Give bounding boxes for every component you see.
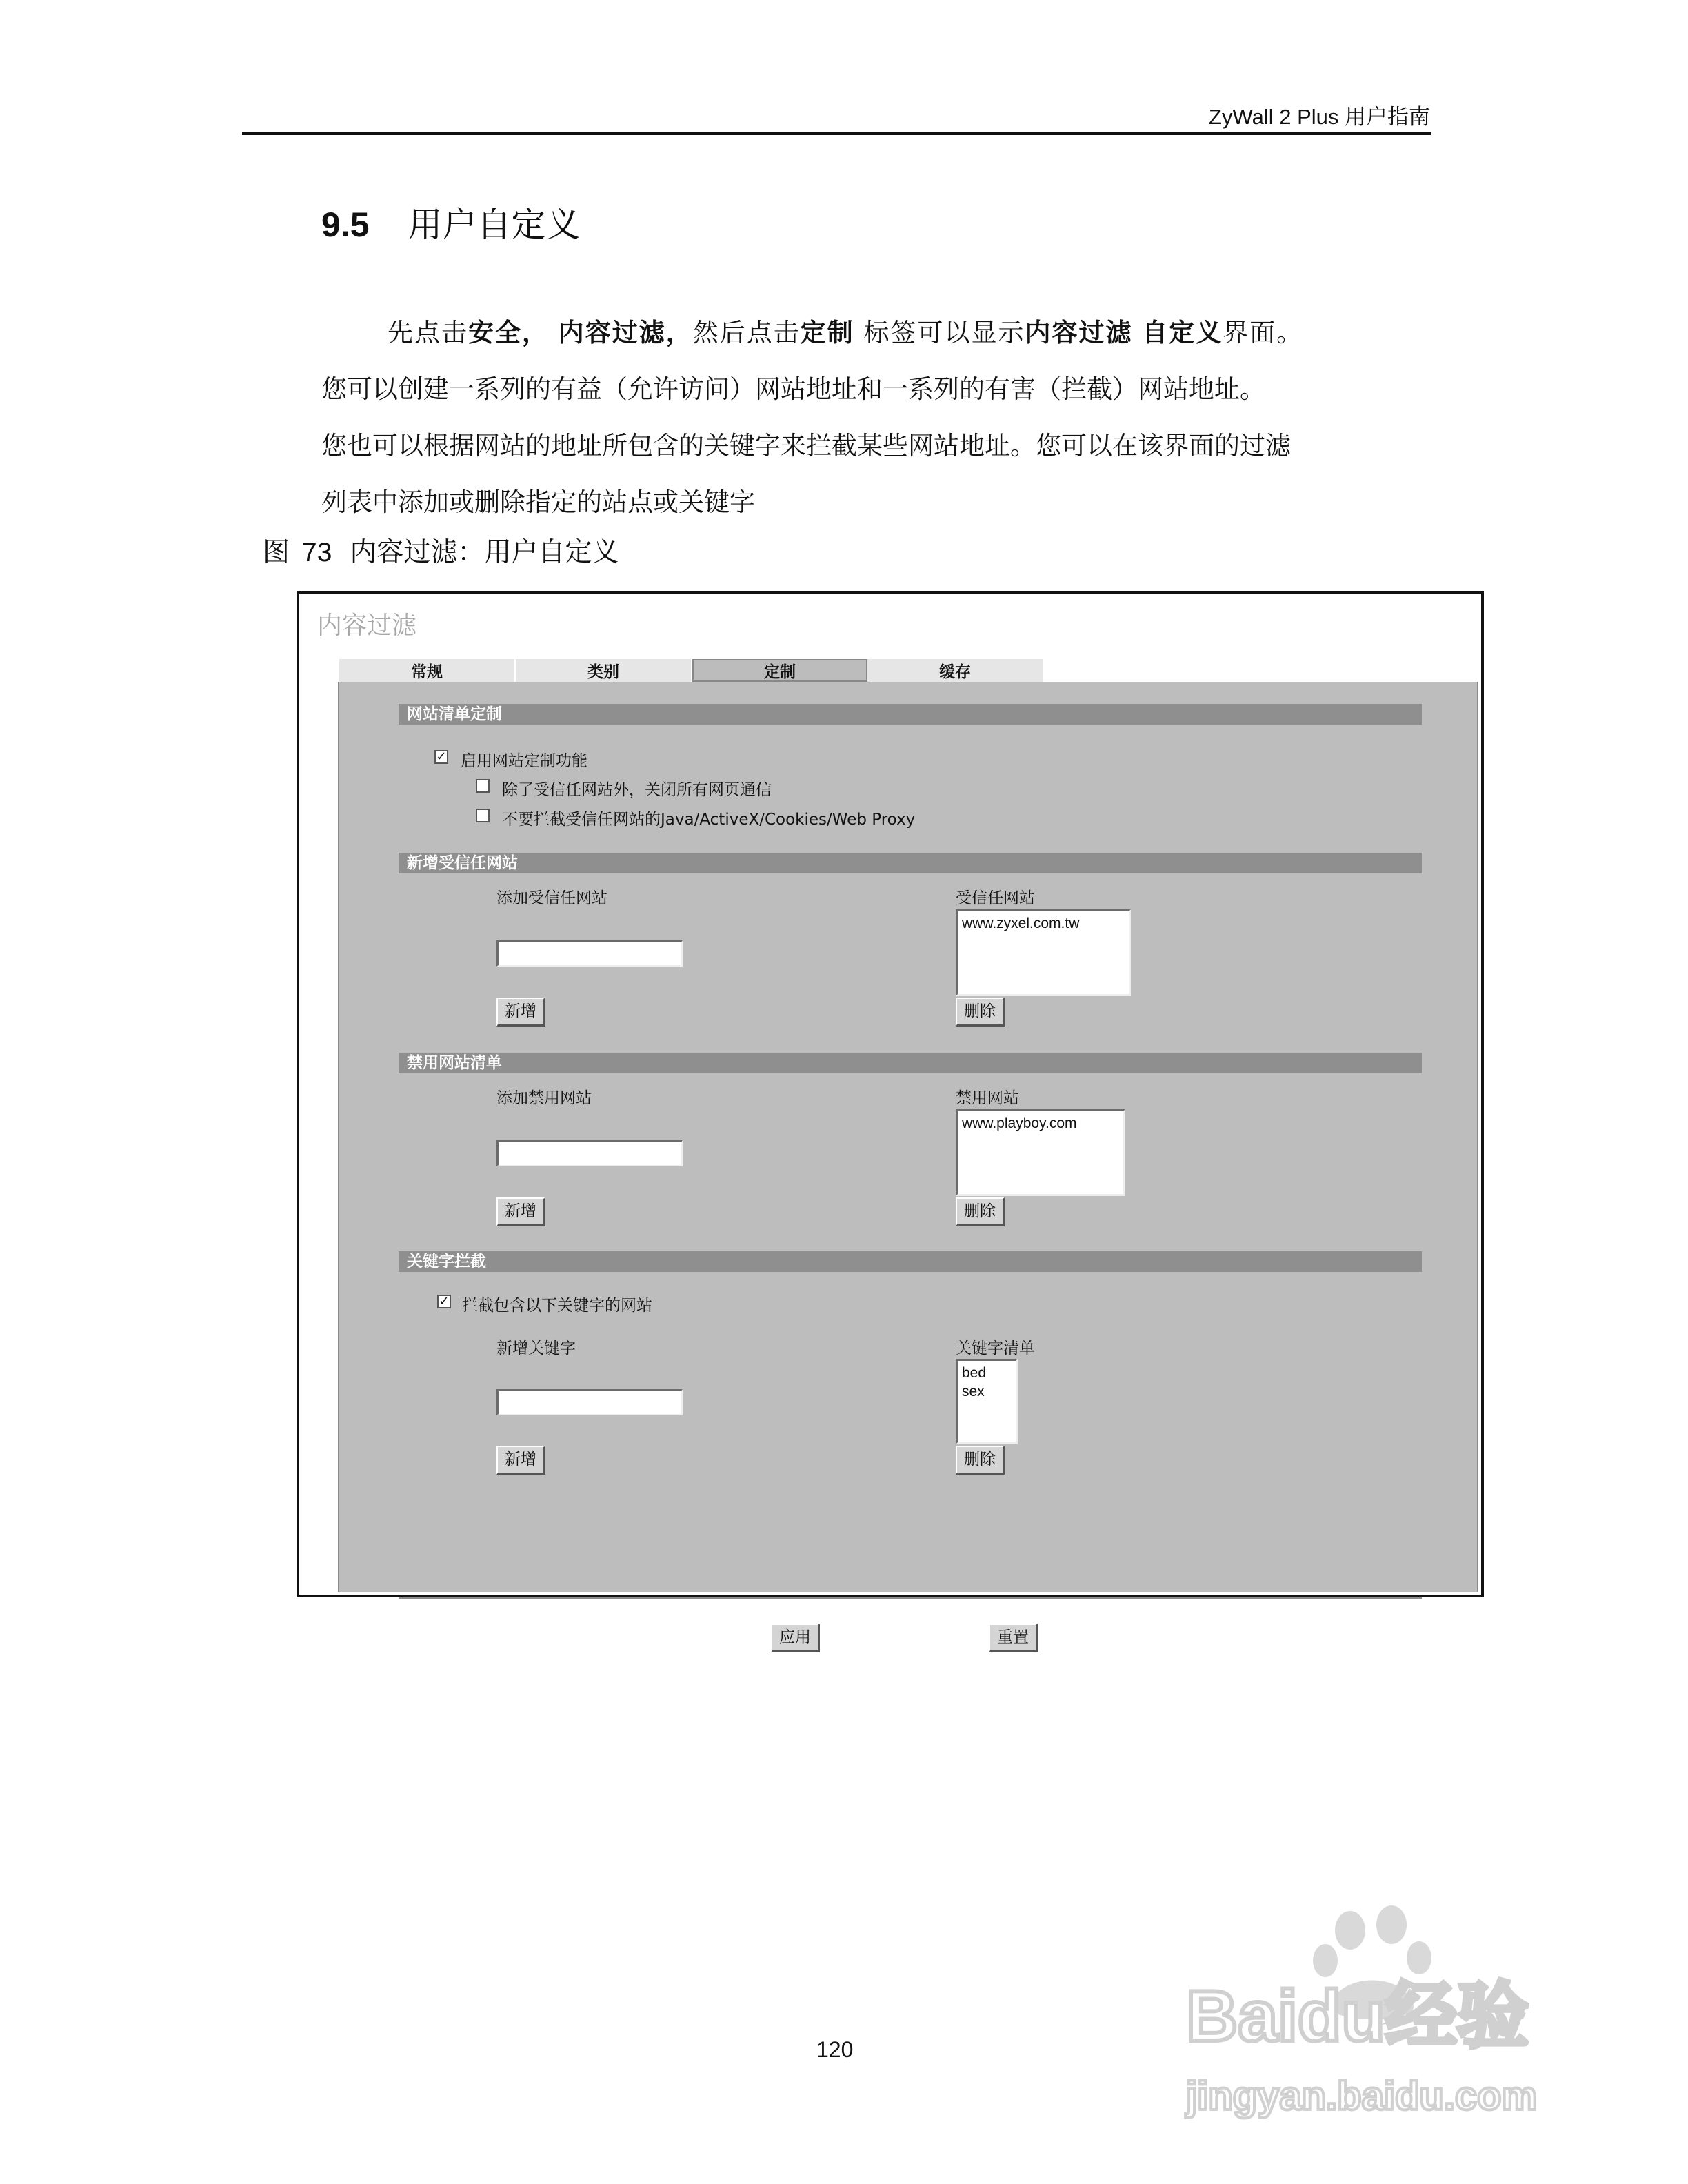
enable-custom-label: 启用网站定制功能 (461, 752, 587, 770)
section-bar-forbidden: 禁用网站清单 (399, 1053, 1422, 1073)
add-keyword-input[interactable] (496, 1389, 683, 1415)
delete-forbidden-button[interactable]: 删除 (956, 1197, 1005, 1226)
delete-trusted-button[interactable]: 删除 (956, 998, 1005, 1027)
add-trusted-input[interactable] (496, 940, 683, 967)
no-block-trusted-features-label: 不要拦截受信任网站的Java/ActiveX/Cookies/Web Proxy (502, 811, 916, 829)
block-all-except-trusted-label: 除了受信任网站外，关闭所有网页通信 (502, 781, 772, 799)
figure-label: 图 (263, 537, 290, 568)
trusted-list[interactable] (956, 909, 1131, 996)
forbidden-list-label: 禁用网站 (956, 1089, 1019, 1107)
watermark-brand: Baidu经验 (1186, 1976, 1529, 2056)
keyword-list-label: 关键字清单 (956, 1339, 1035, 1357)
section-bar-keyword: 关键字拦截 (399, 1251, 1422, 1272)
block-keyword-label: 拦截包含以下关键字的网站 (462, 1297, 652, 1315)
list-item[interactable]: www.playboy.com (962, 1115, 1077, 1131)
header-rule (242, 132, 1431, 135)
add-forbidden-label: 添加禁用网站 (496, 1089, 592, 1107)
bold-term-customize: 定制 (800, 318, 854, 347)
section-heading (321, 197, 581, 247)
delete-keyword-button[interactable]: 删除 (956, 1446, 1005, 1475)
no-block-trusted-features-checkbox[interactable] (476, 809, 490, 822)
block-all-except-trusted-checkbox[interactable] (476, 779, 490, 793)
paragraph-line-4: 列表中添加或删除指定的站点或关键字 (321, 487, 755, 517)
baidu-watermark (1172, 1903, 1586, 2130)
figure-caption (263, 531, 619, 569)
add-keyword-button[interactable]: 新增 (496, 1446, 545, 1475)
apply-button[interactable]: 应用 (771, 1624, 820, 1652)
forbidden-list[interactable] (956, 1109, 1125, 1196)
figure-caption-text: 内容过滤：用户自定义 (350, 537, 619, 568)
text-run: 然后点击 (692, 318, 801, 347)
tab-general[interactable]: 常规 (339, 659, 516, 682)
bold-term-content-filter-2: 内容过滤 (1025, 318, 1133, 347)
trusted-list-label: 受信任网站 (956, 889, 1035, 907)
list-item[interactable]: www.zyxel.com.tw (962, 916, 1080, 931)
section-bar-site-list: 网站清单定制 (399, 704, 1422, 725)
text-run: 界面。 (1223, 318, 1304, 347)
running-header: ZyWall 2 Plus 用户指南 (1209, 105, 1430, 129)
add-trusted-label: 添加受信任网站 (496, 889, 607, 907)
add-keyword-label: 新增关键字 (496, 1339, 576, 1357)
bold-term-content-filter: 内容过滤， (558, 318, 693, 347)
section-title: 用户自定义 (408, 205, 581, 245)
add-forbidden-input[interactable] (496, 1140, 683, 1166)
bold-term-custom: 自定义 (1142, 318, 1223, 347)
body-paragraph (321, 305, 1445, 531)
reset-button[interactable]: 重置 (989, 1624, 1038, 1652)
enable-custom-checkbox[interactable] (434, 750, 448, 764)
section-bar-trusted: 新增受信任网站 (399, 853, 1422, 873)
divider (399, 1597, 1422, 1599)
tab-bar (339, 659, 1044, 682)
figure-number: 73 (302, 538, 332, 567)
tab-customize[interactable]: 定制 (692, 659, 867, 682)
checkmark-icon: ✓ (439, 1294, 450, 1308)
keyword-list[interactable] (956, 1359, 1018, 1444)
list-item[interactable]: sex (962, 1384, 985, 1399)
text-run (549, 318, 559, 347)
paragraph-line-2: 您可以创建一系列的有益（允许访问）网站地址和一系列的有害（拦截）网站地址。 (321, 374, 1265, 404)
paragraph-line-3: 您也可以根据网站的地址所包含的关键字来拦截某些网站地址。您可以在该界面的过滤 (321, 431, 1291, 461)
bold-term-security: 安全， (468, 318, 549, 347)
tab-cache[interactable]: 缓存 (867, 659, 1044, 682)
tab-category[interactable]: 类别 (516, 659, 692, 682)
watermark-url: jingyan.baidu.com (1186, 2074, 1538, 2119)
page-number: 120 (816, 2037, 854, 2062)
text-run (1133, 318, 1143, 347)
block-keyword-checkbox[interactable] (437, 1295, 451, 1308)
content-filter-screenshot (297, 591, 1484, 1646)
paragraph-line-1 (321, 305, 1445, 361)
tab-panel (338, 682, 1478, 1646)
add-trusted-button[interactable]: 新增 (496, 998, 545, 1027)
add-forbidden-button[interactable]: 新增 (496, 1197, 545, 1226)
section-number: 9.5 (321, 205, 370, 244)
checkmark-icon: ✓ (436, 749, 447, 764)
screen-title: 内容过滤 (317, 611, 417, 640)
text-run: 标签可以显示 (854, 318, 1025, 347)
text-run: 先点击 (388, 318, 468, 347)
list-item[interactable]: bed (962, 1365, 987, 1381)
